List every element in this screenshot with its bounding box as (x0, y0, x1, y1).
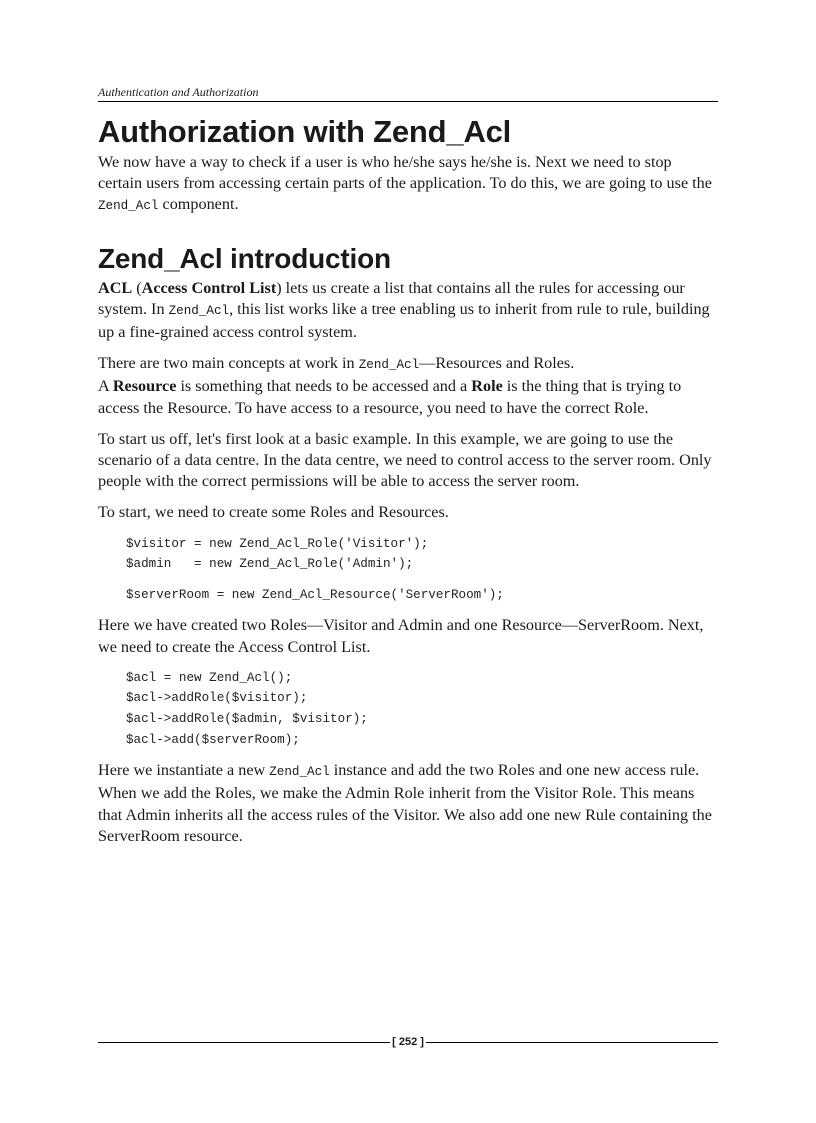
text-run: , this list works like a tree enabling us to inherit from rule to rule, building up a fine-grained access control system. (98, 299, 710, 342)
footer-rule-left (98, 1042, 390, 1043)
instantiate-paragraph (98, 760, 718, 847)
section-title-authorization: Authorization with Zend_Acl (98, 114, 512, 149)
text-run: ( (132, 278, 142, 297)
text-run: We now have a way to check if a user is who he/she says he/she is. Next we need to stop certain users from accessing certain parts of the application. To do this, we are going to use the (98, 153, 712, 193)
section-title-acl-introduction: Zend_Acl introduction (98, 242, 391, 274)
concepts-paragraph (98, 353, 718, 419)
text-run: component. (158, 195, 239, 214)
inline-code: Zend_Acl (98, 199, 159, 214)
footer-rule-right (426, 1042, 718, 1043)
text-run: is something that needs to be accessed and a (176, 377, 472, 396)
text-run: is the thing that is trying to access the Resource. To have access to a resource, you need to have the correct Role. (98, 377, 682, 417)
bold-term: Role (471, 377, 503, 396)
text-run: There are two main concepts at work in (98, 354, 359, 373)
text-run: instance and add the two Roles and one new access rule. When we add the Roles, we make the Admin Role inherit from the Visitor Role. This means that Admin inherits all the access rules of the Visitor. We also add one new Rule containing the ServerRoom resource. (98, 761, 712, 845)
bold-term: Access Control List (141, 278, 277, 297)
intro-paragraph (98, 152, 718, 218)
running-header (98, 84, 718, 102)
running-header-title: Authentication and Authorization (98, 85, 259, 99)
acl-definition-paragraph (98, 278, 718, 344)
text-run: ) lets us create a list that contains all the rules for accessing our system. In (98, 278, 685, 318)
example-paragraph: To start us off, let's first look at a basic example. In this example, we are going to use the scenario of a data centre. In the data centre, we need to control access to the server room. Only people with the correct permissions will be able to access the server room. (98, 429, 712, 491)
bold-term: ACL (98, 278, 133, 297)
code-block-roles: $visitor = new Zend_Acl_Role('Visitor'); $admin = new Zend_Acl_Role('Admin'); (126, 536, 429, 572)
page-number: [ 252 ] (392, 1036, 424, 1048)
code-block-acl: $acl = new Zend_Acl(); $acl->addRole($visitor); $acl->addRole($admin, $visitor); $acl->add($serverRoom); (126, 670, 368, 747)
create-roles-paragraph: To start, we need to create some Roles and Resources. (98, 503, 449, 522)
inline-code: Zend_Acl (358, 358, 420, 373)
text-run: A (98, 377, 113, 396)
code-block-resource: $serverRoom = new Zend_Acl_Resource('ServerRoom'); (126, 587, 504, 602)
page-body (98, 84, 718, 857)
inline-code: Zend_Acl (168, 303, 230, 318)
bold-term: Resource (112, 377, 177, 396)
page-footer (98, 1033, 718, 1051)
text-run: —Resources and Roles. (419, 354, 575, 373)
created-roles-paragraph: Here we have created two Roles—Visitor and Admin and one Resource—ServerRoom. Next, we need to create the Access Control List. (98, 616, 704, 656)
text-run: Here we instantiate a new (98, 761, 270, 780)
inline-code: Zend_Acl (269, 765, 330, 780)
